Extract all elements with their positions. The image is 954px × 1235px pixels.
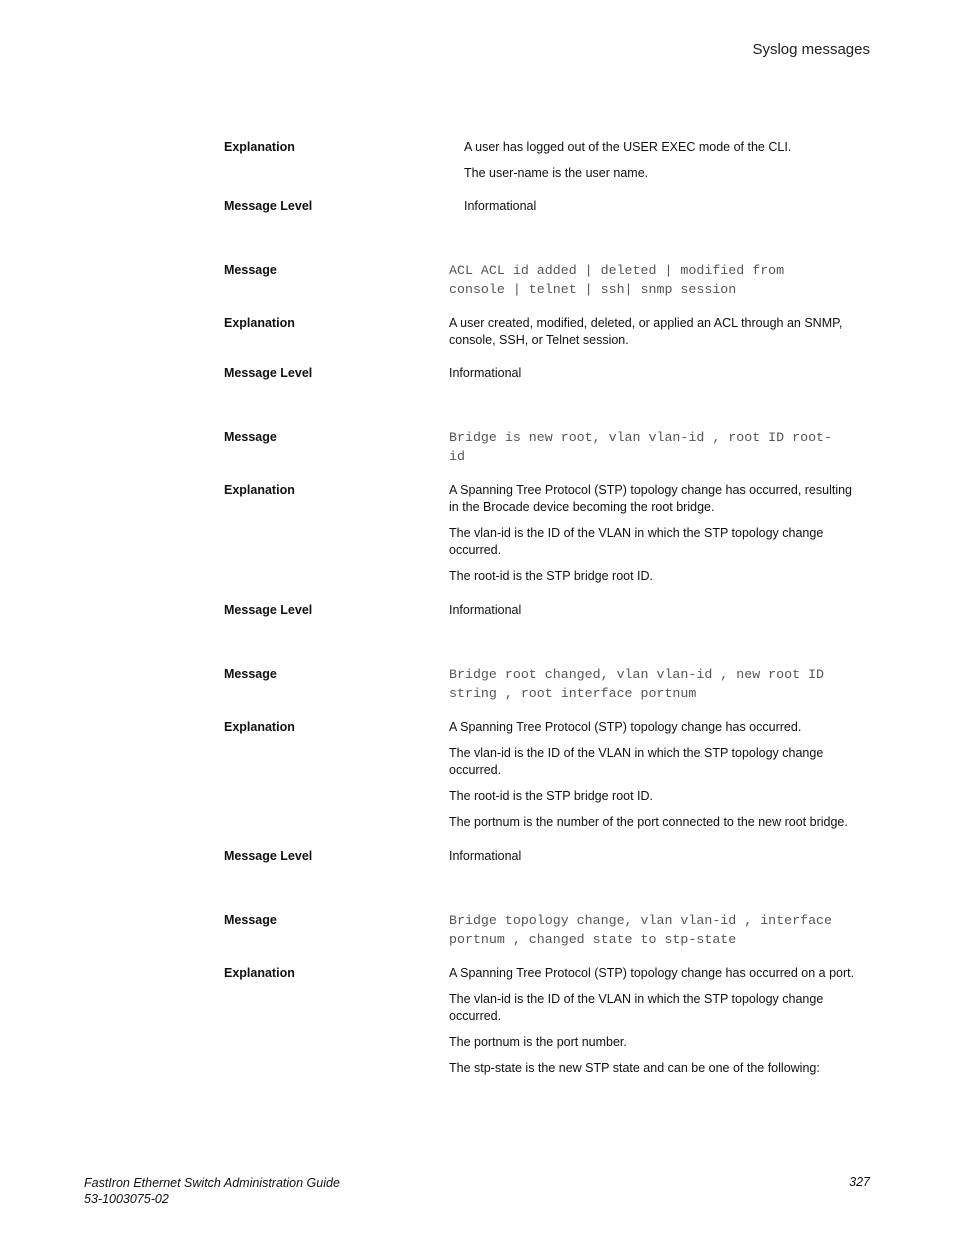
explanation-paragraph: The user-name is the user name. — [464, 166, 649, 180]
message-text — [449, 261, 859, 299]
message-level-text: Informational — [464, 199, 537, 213]
explanation-text — [449, 482, 859, 594]
message-line: portnum , changed state to stp-state — [449, 932, 737, 947]
message-line: Bridge is new root, vlan vlan-id , root ID root- — [449, 430, 833, 445]
explanation-paragraph: A Spanning Tree Protocol (STP) topology change has occurred, resulting in the Brocade device becoming the root bridge. — [449, 483, 853, 514]
message-level-value — [449, 365, 859, 391]
message-line: string , root interface portnum — [449, 686, 697, 701]
message-line: ACL ACL id added | deleted | modified from — [449, 263, 785, 278]
explanation-paragraph: The vlan-id is the ID of the VLAN in which the STP topology change occurred. — [449, 746, 824, 777]
doc-number: 53-1003075-02 — [84, 1192, 169, 1206]
message-line: Bridge topology change, vlan vlan-id , interface — [449, 913, 833, 928]
section-title: Syslog messages — [752, 41, 870, 58]
explanation-label: Explanation — [224, 483, 295, 497]
message-level-label: Message Level — [224, 366, 313, 380]
message-level-label: Message Level — [224, 199, 313, 213]
message-text — [449, 665, 859, 703]
message-label: Message — [224, 263, 277, 277]
message-line: console | telnet | ssh| snmp session — [449, 282, 737, 297]
explanation-label: Explanation — [224, 720, 295, 734]
message-level-text: Informational — [449, 366, 522, 380]
explanation-text — [449, 719, 859, 840]
explanation-paragraph: A Spanning Tree Protocol (STP) topology change has occurred. — [449, 720, 802, 734]
explanation-text — [464, 139, 874, 191]
message-label: Message — [224, 430, 277, 444]
explanation-text — [449, 315, 859, 358]
message-level-value — [449, 602, 859, 628]
message-line: Bridge root changed, vlan vlan-id , new root ID — [449, 667, 825, 682]
explanation-paragraph: The root-id is the STP bridge root ID. — [449, 569, 654, 583]
message-level-text: Informational — [449, 603, 522, 617]
explanation-paragraph: The root-id is the STP bridge root ID. — [449, 789, 654, 803]
page-number: 327 — [849, 1175, 870, 1189]
explanation-paragraph: A user created, modified, deleted, or applied an ACL through an SNMP, console, SSH, or Telnet session. — [449, 316, 843, 347]
message-level-label: Message Level — [224, 603, 313, 617]
message-label: Message — [224, 913, 277, 927]
explanation-text — [449, 965, 859, 1086]
explanation-paragraph: The vlan-id is the ID of the VLAN in which the STP topology change occurred. — [449, 992, 824, 1023]
guide-title: FastIron Ethernet Switch Administration Guide — [84, 1176, 340, 1190]
explanation-label: Explanation — [224, 316, 295, 330]
message-level-value — [464, 198, 874, 224]
message-text — [449, 428, 859, 466]
explanation-paragraph: The vlan-id is the ID of the VLAN in which the STP topology change occurred. — [449, 526, 824, 557]
message-level-text: Informational — [449, 849, 522, 863]
message-text — [449, 911, 859, 949]
explanation-paragraph: The portnum is the number of the port connected to the new root bridge. — [449, 815, 848, 829]
message-level-value — [449, 848, 859, 874]
explanation-paragraph: The portnum is the port number. — [449, 1035, 627, 1049]
explanation-paragraph: A user has logged out of the USER EXEC mode of the CLI. — [464, 140, 792, 154]
message-line: id — [449, 449, 465, 464]
explanation-label: Explanation — [224, 140, 295, 154]
explanation-label: Explanation — [224, 966, 295, 980]
explanation-paragraph: A Spanning Tree Protocol (STP) topology change has occurred on a port. — [449, 966, 855, 980]
footer-guide-info — [84, 1175, 340, 1207]
message-label: Message — [224, 667, 277, 681]
explanation-paragraph: The stp-state is the new STP state and can be one of the following: — [449, 1061, 820, 1075]
message-level-label: Message Level — [224, 849, 313, 863]
